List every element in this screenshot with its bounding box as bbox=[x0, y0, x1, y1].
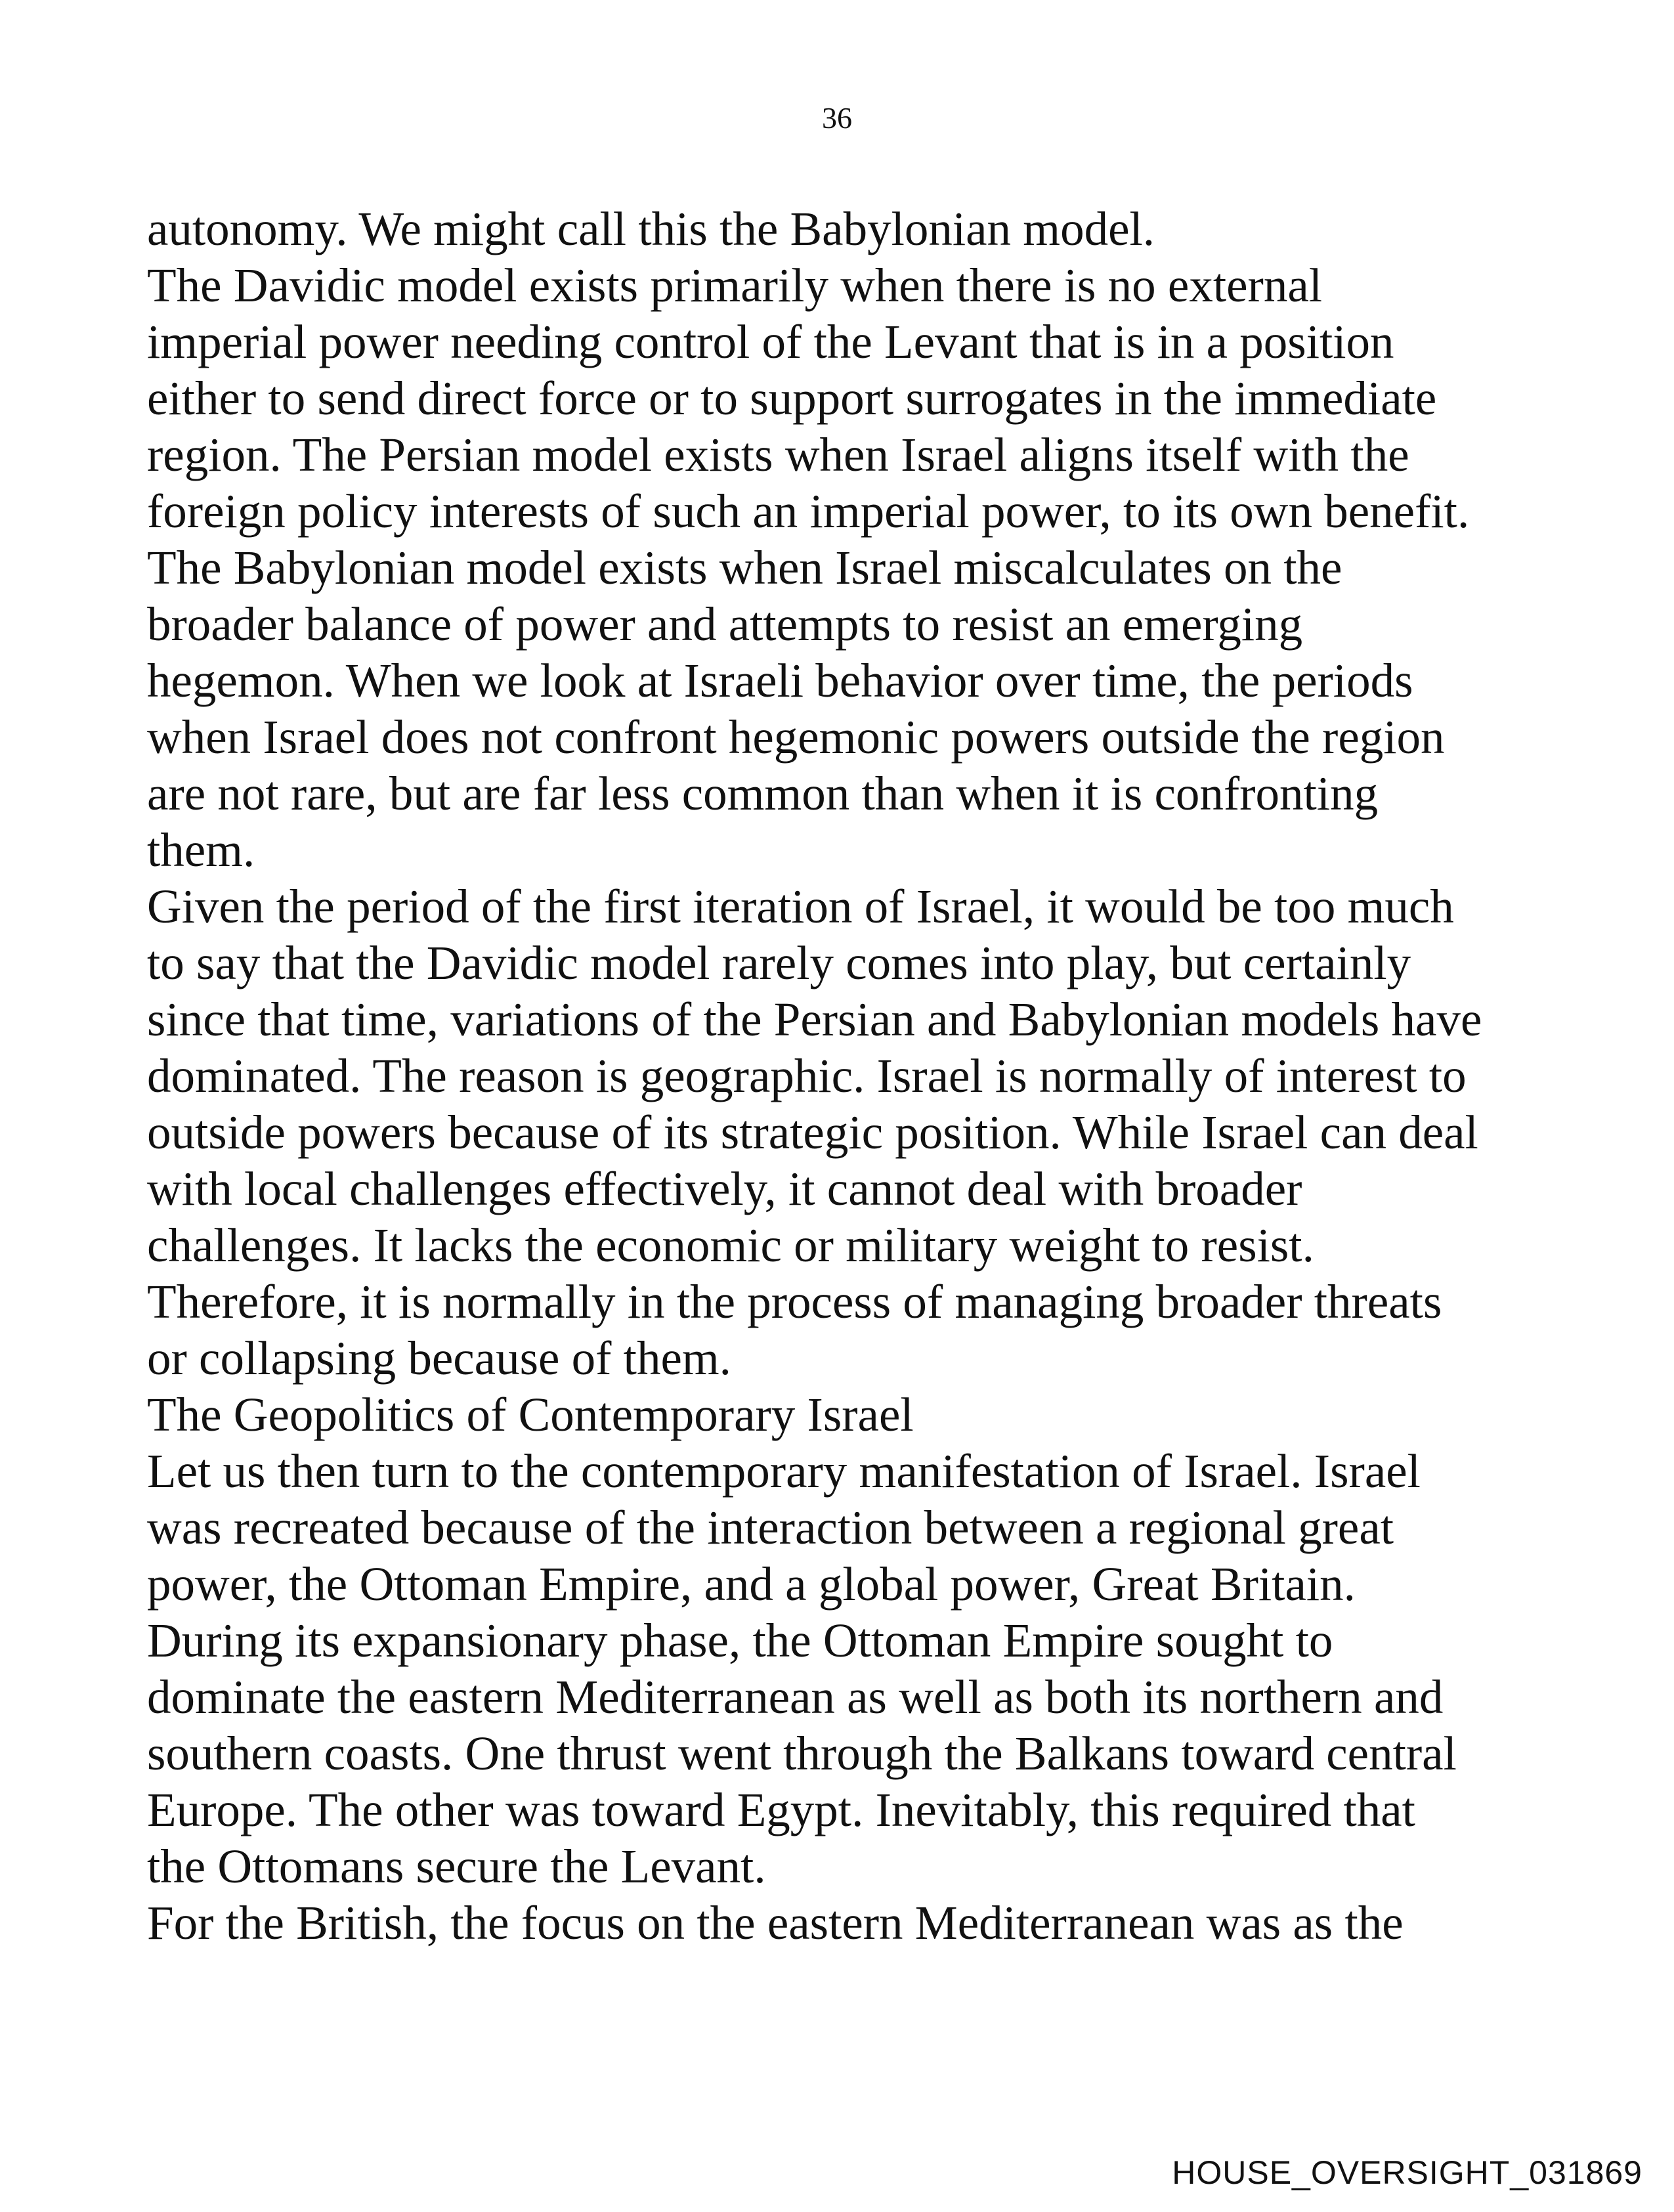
text-line: dominate the eastern Mediterranean as well as both its northern and bbox=[147, 1670, 1444, 1724]
text-line: either to send direct force or to support surrogates in the immediate bbox=[147, 372, 1437, 425]
body-text bbox=[147, 201, 1552, 1951]
text-line: The Davidic model exists primarily when there is no external bbox=[147, 259, 1322, 312]
text-line: Given the period of the first iteration of Israel, it would be too much bbox=[147, 880, 1454, 933]
text-line: autonomy. We might call this the Babylonian model. bbox=[147, 202, 1155, 255]
text-line: them. bbox=[147, 823, 255, 877]
text-line: dominated. The reason is geographic. Israel is normally of interest to bbox=[147, 1049, 1467, 1102]
text-line: outside powers because of its strategic position. While Israel can deal bbox=[147, 1106, 1478, 1159]
page-number: 36 bbox=[822, 101, 852, 135]
text-line: Therefore, it is normally in the process of managing broader threats bbox=[147, 1275, 1442, 1328]
text-line: Let us then turn to the contemporary manifestation of Israel. Israel bbox=[147, 1444, 1421, 1498]
text-line: broader balance of power and attempts to resist an emerging bbox=[147, 597, 1303, 651]
text-line: since that time, variations of the Persian and Babylonian models have bbox=[147, 993, 1482, 1046]
text-line: with local challenges effectively, it cannot deal with broader bbox=[147, 1162, 1302, 1215]
text-line: region. The Persian model exists when Israel aligns itself with the bbox=[147, 428, 1409, 481]
text-line: power, the Ottoman Empire, and a global power, Great Britain. bbox=[147, 1557, 1356, 1611]
text-line: when Israel does not confront hegemonic powers outside the region bbox=[147, 710, 1445, 764]
text-line: foreign policy interests of such an imperial power, to its own benefit. bbox=[147, 485, 1470, 538]
document-id-footer: HOUSE_OVERSIGHT_031869 bbox=[1172, 2154, 1642, 2191]
text-line: Europe. The other was toward Egypt. Inevitably, this required that bbox=[147, 1783, 1415, 1836]
text-line: to say that the Davidic model rarely comes into play, but certainly bbox=[147, 936, 1411, 989]
text-line: or collapsing because of them. bbox=[147, 1332, 731, 1385]
text-line: hegemon. When we look at Israeli behavior over time, the periods bbox=[147, 654, 1413, 707]
text-line: the Ottomans secure the Levant. bbox=[147, 1840, 766, 1893]
text-line: southern coasts. One thrust went through the Balkans toward central bbox=[147, 1727, 1457, 1780]
text-line: are not rare, but are far less common than when it is confronting bbox=[147, 767, 1379, 820]
text-line: challenges. It lacks the economic or military weight to resist. bbox=[147, 1219, 1314, 1272]
text-line: The Babylonian model exists when Israel miscalculates on the bbox=[147, 541, 1342, 594]
text-line: imperial power needing control of the Levant that is in a position bbox=[147, 315, 1394, 368]
text-line: During its expansionary phase, the Ottoman Empire sought to bbox=[147, 1614, 1333, 1667]
section-heading: The Geopolitics of Contemporary Israel bbox=[147, 1388, 914, 1441]
text-line: was recreated because of the interaction between a regional great bbox=[147, 1501, 1394, 1554]
text-line: For the British, the focus on the eastern Mediterranean was as the bbox=[147, 1896, 1404, 1949]
